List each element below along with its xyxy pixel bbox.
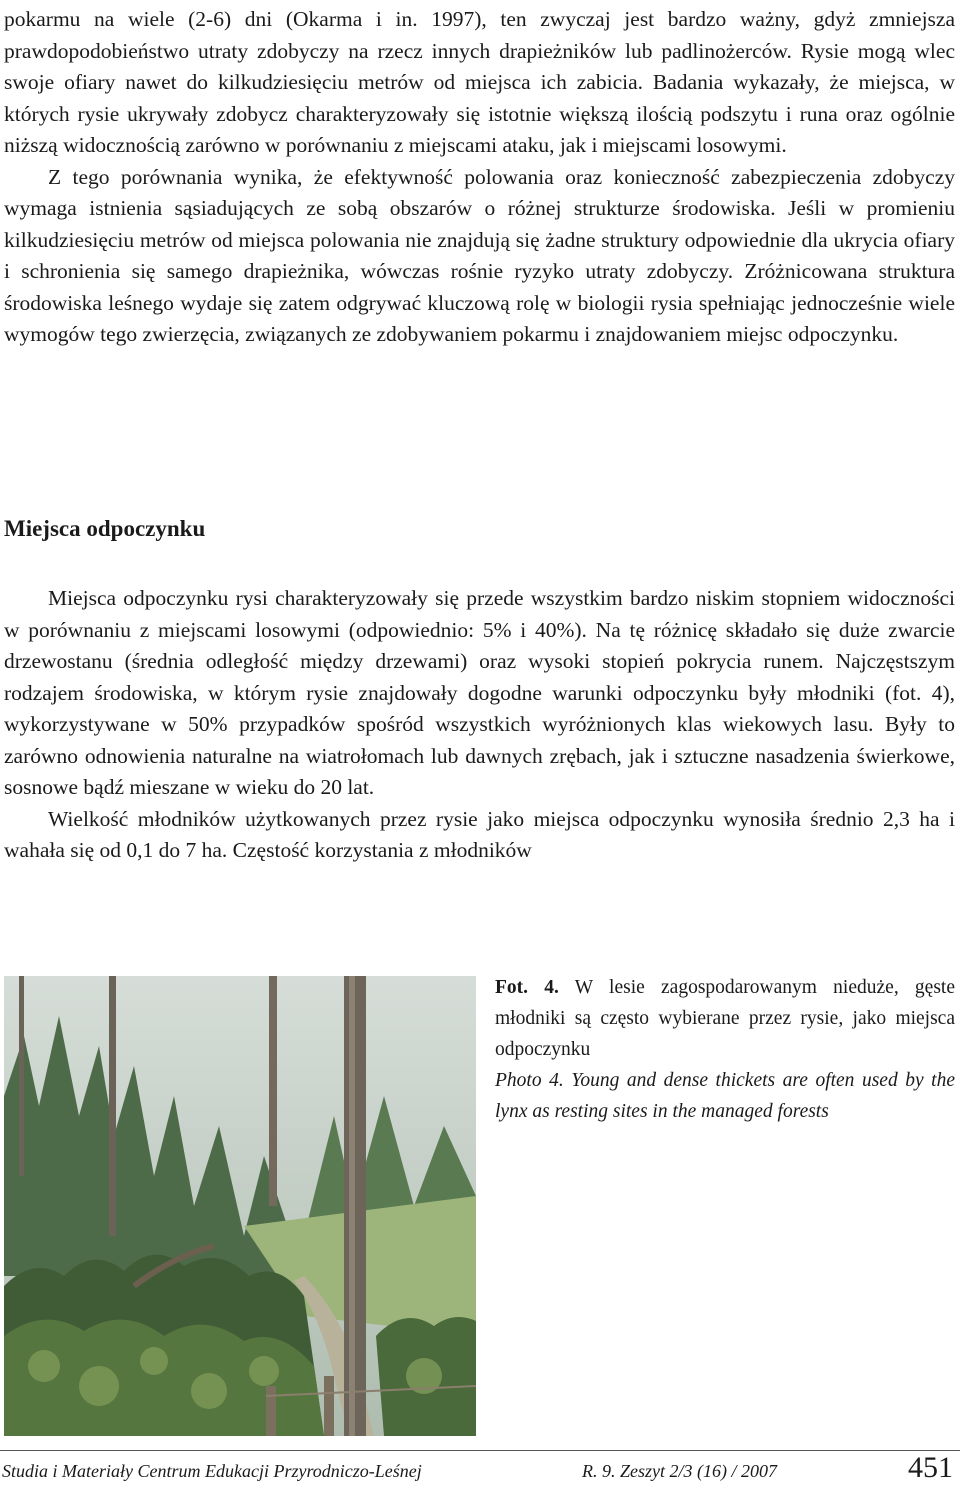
forest-photo-image [4,976,476,1436]
page-number: 451 [908,1451,953,1484]
figure-label: Fot. 4. [495,977,559,998]
page-footer [2,1451,957,1487]
caption-polish [495,972,955,1065]
paragraph: pokarmu na wiele (2-6) dni (Okarma i in. 1997), ten zwyczaj jest bardzo ważny, gdyż zmniejsza prawdopodobieństwo utraty zdobyczy na rzecz innych drapieżników lub padlinożerców. Rysie mogą wlec swoje ofiary nawet do kilkudziesięciu metrów od miejsca ich zabicia. Badania wykazały, że miejsca, w których rysie ukrywały zdobycz charakteryzowały się istotnie większą ilością podszytu i runa oraz ogólnie niższą widocznością zarówno w porównaniu z miejscami ataku, jak i miejscami losowymi. [4,7,955,157]
body-text-top [4,4,955,351]
section-heading: Miejsca odpoczynku [4,516,206,541]
paragraph: Miejsca odpoczynku rysi charakteryzowały się przede wszystkim bardzo niskim stopniem widoczności w porównaniu z miejscami losowymi (odpowiednio: 5% i 40%). Na tę różnicę składało się duże zwarcie drzewostanu (średnia odległość między drzewami) oraz wysoki stopień pokrycia runem. Najczęstszym rodzajem środowiska, w którym rysie znajdowały dogodne warunki odpoczynku były młodniki (fot. 4), wykorzystywane w 50% przypadków spośród wszystkich wyróżnionych klas wiekowych lasu. Były to zarówno odnowienia naturalne na wiatrołomach lub dawnych zrębach, jak i sztuczne nasadzenia świerkowe, sosnowe bądź mieszane w wieku do 20 lat. [4,586,955,799]
footer-divider [0,1450,960,1451]
caption-english: Photo 4. Young and dense thickets are often used by the lynx as resting sites in the managed forests [495,1070,955,1122]
figure-caption [495,972,955,1127]
forest-photo [4,976,476,1436]
paragraph: Z tego porównania wynika, że efektywność polowania oraz konieczność zabezpieczenia zdobyczy wymaga istnienia sąsiadujących ze sobą obszarów o różnej strukturze środowiska. Jeśli w promieniu kilkudziesięciu metrów od miejsca polowania nie znajdują się żadne struktury odpowiednie dla ukrycia ofiary i schronienia się samego drapieżnika, wówczas rośnie ryzyko utraty zdobyczy. Zróżnicowana struktura środowiska leśnego wydaje się zatem odgrywać kluczową rolę w biologii rysia spełniając jednocześnie wiele wymogów tego zwierzęcia, związanych ze zdobywaniem pokarmu i znajdowaniem miejsc odpoczynku. [4,164,955,346]
issue-info: R. 9. Zeszyt 2/3 (16) / 2007 [582,1461,777,1481]
journal-title: Studia i Materiały Centrum Edukacji Przyrodniczo-Leśnej [2,1461,422,1481]
caption-polish-text: W lesie zagospodarowanym nieduże, gęste młodniki są często wybierane przez rysie, jako miejsca odpoczynku [495,977,955,1060]
body-text-section [4,583,955,867]
paragraph: Wielkość młodników użytkowanych przez rysie jako miejsca odpoczynku wynosiła średnio 2,3 ha i wahała się od 0,1 do 7 ha. Częstość korzystania z młodników [4,806,955,862]
